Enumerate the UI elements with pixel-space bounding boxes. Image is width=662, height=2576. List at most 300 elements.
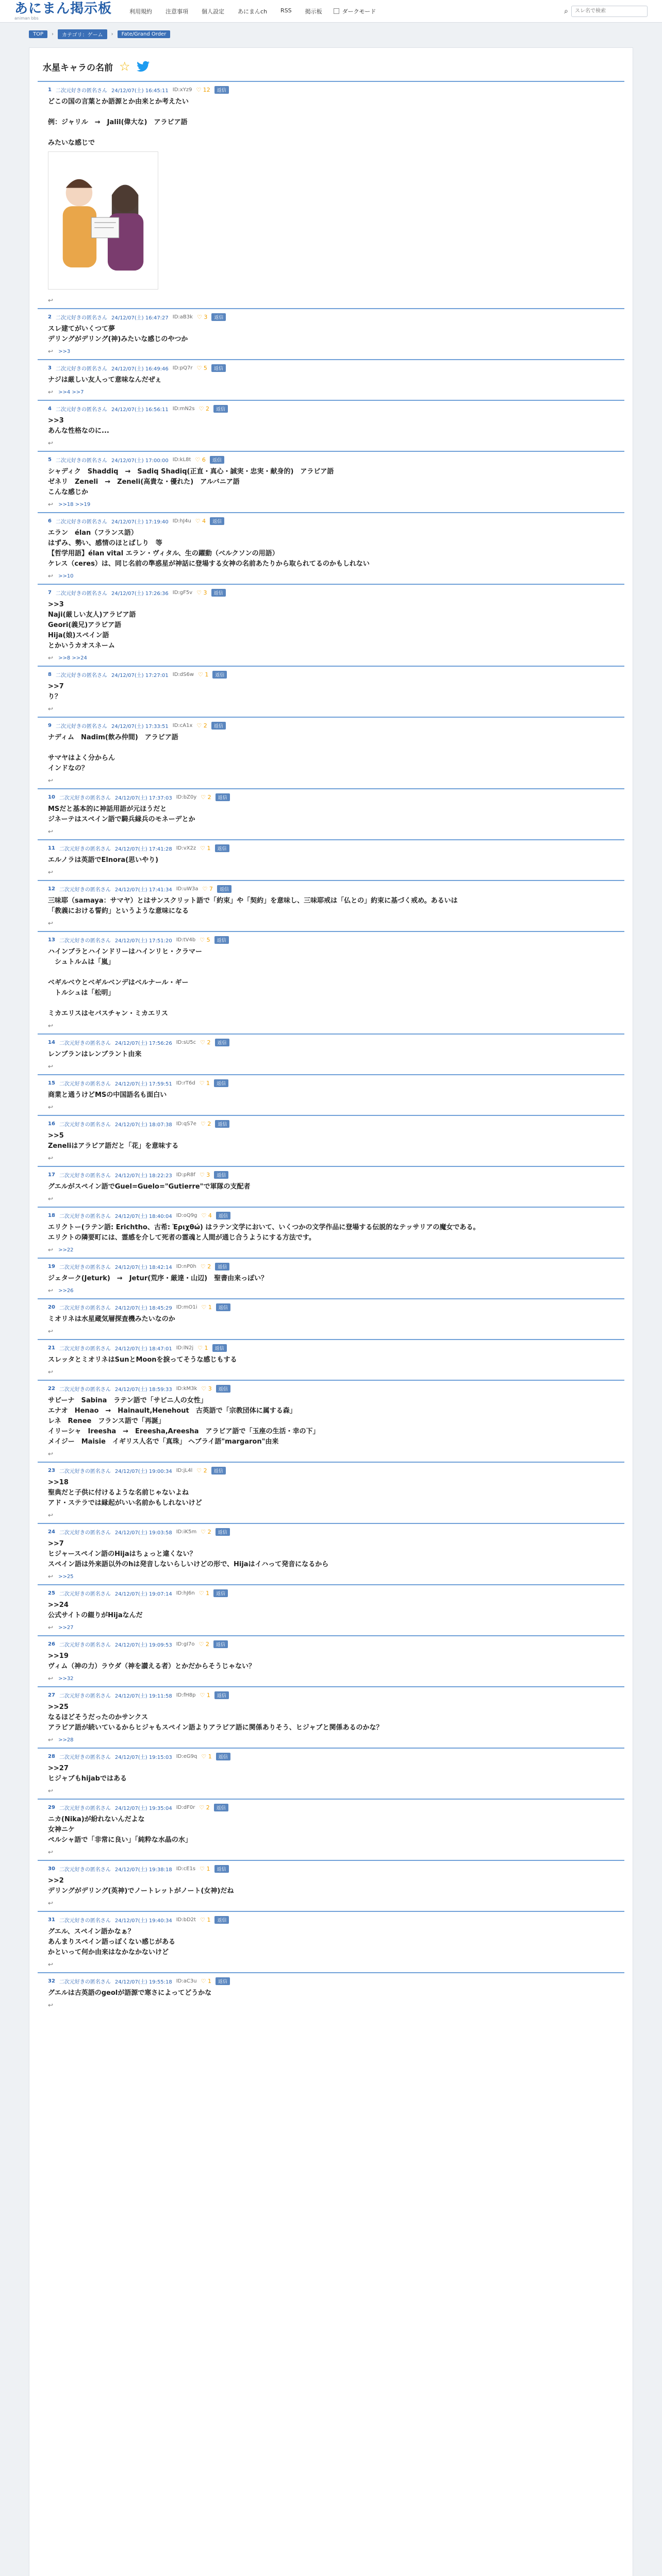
like-button[interactable] — [199, 1641, 209, 1648]
like-count: 1 — [208, 1753, 212, 1760]
reply-button[interactable]: 返信 — [214, 1916, 229, 1924]
post-body: グエル、スペイン語かなぁ？ あんまりスペイン語っぽくない感じがある かといって何か由来はなかなかないけど — [48, 1928, 176, 1956]
heart-icon: ♡ — [201, 1978, 208, 1985]
poster-id: ID:iK5m — [176, 1529, 197, 1535]
post-item — [38, 308, 624, 355]
like-button[interactable] — [199, 1590, 209, 1597]
heart-icon: ♡ — [196, 589, 204, 596]
poster-id: ID:eG9q — [176, 1754, 197, 1759]
post-header — [48, 844, 614, 852]
like-button[interactable] — [200, 1080, 210, 1087]
post-item — [38, 1584, 624, 1631]
like-button[interactable] — [201, 1385, 211, 1392]
like-count: 3 — [203, 589, 207, 596]
heart-icon: ♡ — [202, 886, 209, 892]
post-footer — [48, 1787, 614, 1794]
post-date: 24/12/07(土) 17:51:20 — [114, 938, 172, 944]
like-button[interactable] — [197, 1345, 208, 1351]
post-body: エルノラは英語でElnora(思いやり) — [48, 856, 159, 864]
post-item — [38, 1972, 624, 2009]
reply-button[interactable]: 返信 — [210, 456, 224, 464]
post-number[interactable]: 18 — [48, 1213, 55, 1218]
like-button[interactable] — [196, 87, 210, 93]
post-header — [48, 1865, 614, 1873]
poster-name: 二次元好きの匿名さん — [55, 673, 107, 679]
reply-button[interactable]: 返信 — [214, 1804, 228, 1811]
like-count: 1 — [208, 1304, 212, 1311]
like-count: 2 — [207, 794, 211, 801]
poster-id: ID:cA1x — [172, 723, 193, 728]
poster-id: ID:kL8t — [172, 457, 191, 463]
post-item — [38, 1166, 624, 1202]
like-button[interactable] — [197, 365, 207, 371]
post-number[interactable]: 12 — [48, 886, 55, 892]
post-body: 商業と通うけどMSの中国語名も面白い — [48, 1091, 167, 1099]
reply-arrow-icon: ↩ — [48, 439, 54, 447]
post-date: 24/12/07(土) 18:59:33 — [114, 1387, 172, 1393]
post-header — [48, 456, 614, 464]
reply-button[interactable]: 返信 — [211, 722, 226, 730]
like-button[interactable] — [195, 518, 206, 524]
poster-name: 二次元好きの匿名さん — [59, 1387, 111, 1393]
like-count: 3 — [206, 1172, 210, 1178]
reply-anchor-links[interactable]: >>8 >>24 — [58, 655, 87, 661]
reply-arrow-icon: ↩ — [48, 1573, 54, 1580]
reply-button[interactable]: 返信 — [211, 313, 226, 321]
post-number[interactable]: 10 — [48, 794, 55, 800]
post-item — [38, 451, 624, 508]
post-item — [38, 1686, 624, 1743]
poster-name: 二次元好きの匿名さん — [59, 1867, 111, 1873]
like-count: 1 — [206, 1590, 210, 1597]
post-number[interactable]: 6 — [48, 518, 52, 524]
reply-button[interactable]: 返信 — [216, 1303, 230, 1311]
post-number[interactable]: 8 — [48, 672, 52, 677]
heart-icon: ♡ — [200, 1692, 207, 1699]
post-body: >>2 デリングがデリング(英神)でノートレットがノート(女神)だね — [48, 1877, 234, 1895]
like-button[interactable] — [201, 1212, 211, 1219]
like-count: 1 — [204, 1345, 208, 1351]
reply-button[interactable]: 返信 — [212, 1344, 227, 1352]
like-count: 1 — [206, 1692, 210, 1699]
reply-button[interactable]: 返信 — [212, 671, 227, 679]
post-number[interactable]: 23 — [48, 1468, 55, 1473]
reply-arrow-icon: ↩ — [48, 1961, 54, 1968]
like-button[interactable] — [200, 1172, 210, 1178]
heart-icon: ♡ — [195, 518, 203, 524]
reply-button[interactable]: 返信 — [215, 1120, 229, 1128]
poster-name: 二次元好きの匿名さん — [55, 724, 107, 730]
post-header — [48, 405, 614, 413]
nav-item[interactable]: 注意事項 — [166, 8, 189, 15]
poster-id: ID:qS7e — [176, 1121, 196, 1127]
reply-button[interactable]: 返信 — [217, 885, 231, 893]
post-footer — [48, 1195, 614, 1202]
nav-item[interactable]: RSS — [280, 7, 292, 14]
post-item — [38, 1339, 624, 1376]
reply-button[interactable]: 返信 — [214, 1691, 229, 1699]
post-body: >>7 ヒジャースペイン語のHijaはちょっと違くない？ スペイン語は外来語以外のhは発音しないらしいけどの形で、Hijaはイハって発音になるから — [48, 1540, 329, 1568]
poster-name: 二次元好きの匿名さん — [55, 519, 107, 525]
heart-icon: ♡ — [199, 1804, 206, 1811]
heart-icon: ♡ — [201, 1385, 208, 1392]
heart-icon: ♡ — [196, 1467, 204, 1474]
reply-anchor-links[interactable]: >>4 >>7 — [58, 389, 84, 395]
post-item — [38, 1523, 624, 1580]
reply-arrow-icon: ↩ — [48, 388, 54, 396]
like-button[interactable] — [201, 1753, 211, 1760]
post-number[interactable]: 9 — [48, 723, 52, 728]
post-body: エラン élan（フランス語） はずみ、勢い、感情のほとばしり 等 【哲学用語】élan vital エラン・ヴィタル、生の躍動（ベルクソンの用語） ケレス（ceres）は、同じ名前の準惑星が神話に登場する女神の名前あたりから取られてるのかもしれない — [48, 529, 370, 568]
poster-id: ID:pR8f — [176, 1172, 195, 1178]
post-number[interactable]: 30 — [48, 1866, 55, 1872]
like-button[interactable] — [201, 1529, 211, 1535]
search-area — [564, 6, 648, 17]
post-date: 24/12/07(土) 16:56:11 — [111, 407, 169, 413]
dark-mode-label: ダークモード — [342, 8, 376, 15]
post-header — [48, 936, 614, 944]
post-number[interactable]: 17 — [48, 1172, 55, 1178]
poster-id: ID:mO1i — [176, 1304, 197, 1310]
poster-name: 二次元好きの匿名さん — [59, 1591, 111, 1597]
like-count: 4 — [202, 518, 206, 524]
post-date: 24/12/07(土) 19:09:53 — [114, 1642, 172, 1648]
heart-icon: ♡ — [201, 794, 208, 801]
poster-id: ID:oQ9g — [176, 1213, 197, 1218]
post-header — [48, 1171, 614, 1179]
post-number[interactable]: 4 — [48, 406, 52, 412]
like-button[interactable] — [200, 1039, 210, 1046]
poster-id: ID:pQ7r — [172, 365, 193, 371]
poster-name: 二次元好きの匿名さん — [59, 1265, 111, 1270]
reply-button[interactable]: 返信 — [211, 1467, 226, 1475]
reply-button[interactable]: 返信 — [214, 1171, 228, 1179]
poster-id: ID:tV4b — [176, 937, 196, 943]
post-header — [48, 671, 614, 679]
post-body: >>3 あんな性格なのに... — [48, 417, 109, 435]
reply-button[interactable]: 返信 — [213, 405, 228, 413]
post-body: MSだと基本的に神話用語が元ほうだと ジネーテはスペイン語で騎兵縁兵のモネーデとか — [48, 805, 195, 823]
like-count: 3 — [208, 1385, 212, 1392]
post-number[interactable]: 21 — [48, 1345, 55, 1351]
reply-button[interactable]: 返信 — [213, 1640, 228, 1648]
dark-mode-checkbox[interactable] — [334, 8, 339, 14]
post-footer — [48, 348, 614, 355]
nav-item[interactable]: 利用規約 — [129, 8, 153, 15]
heart-icon: ♡ — [196, 365, 204, 371]
reply-arrow-icon: ↩ — [48, 777, 54, 784]
post-header — [48, 1039, 614, 1046]
post-number[interactable]: 24 — [48, 1529, 55, 1535]
reply-anchor-links[interactable]: >>28 — [58, 1737, 74, 1743]
post-number[interactable]: 2 — [48, 314, 52, 320]
post-header — [48, 1916, 614, 1924]
nav-item[interactable]: 掲示板 — [305, 8, 322, 15]
reply-anchor-links[interactable]: >>32 — [58, 1675, 74, 1682]
post-footer — [48, 572, 614, 580]
reply-arrow-icon: ↩ — [48, 2002, 54, 2009]
reply-anchor-links[interactable]: >>26 — [58, 1287, 74, 1294]
post-item — [38, 880, 624, 927]
post-number[interactable]: 16 — [48, 1121, 55, 1127]
reply-anchor-links[interactable]: >>18 >>19 — [58, 501, 91, 507]
breadcrumb — [0, 23, 662, 45]
poster-id: ID:gF5v — [172, 590, 193, 596]
poster-id: ID:bD2t — [176, 1917, 196, 1923]
post-footer — [48, 1450, 614, 1458]
post-date: 24/12/07(土) 19:03:58 — [114, 1530, 172, 1536]
post-number[interactable]: 5 — [48, 457, 52, 463]
post-number[interactable]: 19 — [48, 1264, 55, 1269]
post-item — [38, 666, 624, 713]
nav-item[interactable]: あにまんch — [238, 8, 268, 15]
reply-anchor-links[interactable]: >>3 — [58, 348, 71, 354]
heart-icon: ♡ — [198, 1590, 206, 1597]
poster-name: 二次元好きの匿名さん — [59, 1918, 111, 1924]
twitter-share-icon[interactable] — [137, 61, 150, 72]
poster-name: 二次元好きの匿名さん — [59, 1642, 111, 1648]
post-date: 24/12/07(土) 18:42:14 — [114, 1265, 172, 1270]
poster-id: ID:rT6d — [176, 1080, 195, 1086]
post-item — [38, 717, 624, 784]
reply-button[interactable]: 返信 — [211, 364, 226, 372]
reply-button[interactable]: 返信 — [215, 844, 229, 852]
like-button[interactable] — [202, 1304, 212, 1311]
heart-icon: ♡ — [200, 1121, 208, 1127]
reply-arrow-icon: ↩ — [48, 1368, 54, 1376]
heart-icon: ♡ — [198, 671, 205, 678]
post-body: 三味耶（samaya：サマヤ）とはサンスクリット語で「約束」や「契約」を意味し、三味耶戒は「仏との」約束に基づく戒め。あるいは 「教義における誓約」というような意味になる — [48, 897, 458, 915]
reply-arrow-icon: ↩ — [48, 501, 54, 508]
poster-id: ID:sU5c — [176, 1040, 196, 1045]
reply-button[interactable]: 返信 — [216, 1385, 230, 1393]
post-item — [38, 788, 624, 835]
breadcrumb-item[interactable]: カテゴリ：ゲーム — [58, 29, 107, 39]
like-count: 2 — [207, 1121, 211, 1127]
post-number[interactable]: 1 — [48, 87, 52, 93]
post-number[interactable]: 3 — [48, 365, 52, 371]
post-header — [48, 364, 614, 372]
dark-mode-toggle[interactable] — [334, 7, 376, 15]
search-icon[interactable]: ⌕ — [564, 7, 568, 15]
post-number[interactable]: 31 — [48, 1917, 55, 1923]
poster-id: ID:aC3u — [176, 1978, 197, 1984]
page-title: 水星キャラの名前 — [43, 62, 113, 73]
post-item — [38, 1860, 624, 1907]
post-item — [38, 1380, 624, 1458]
like-button[interactable] — [201, 1263, 211, 1270]
poster-id: ID:cE1s — [176, 1866, 196, 1872]
like-count: 1 — [207, 845, 211, 852]
breadcrumb-item[interactable]: Fate/Grand Order — [118, 30, 171, 38]
post-number[interactable]: 15 — [48, 1080, 55, 1086]
reply-button[interactable]: 返信 — [211, 589, 226, 597]
thread-card — [29, 47, 633, 2576]
post-footer — [48, 1512, 614, 1519]
reply-button[interactable]: 返信 — [214, 1865, 229, 1873]
poster-id: ID:uW3a — [176, 886, 198, 892]
post-body: >>18 聖典だと子供に付けるような名前じゃないよね アド・ステラでは縁起がいい名前かもしれないけど — [48, 1479, 202, 1507]
reply-arrow-icon: ↩ — [48, 572, 54, 580]
poster-name: 二次元好きの匿名さん — [55, 366, 107, 372]
reply-button[interactable]: 返信 — [213, 1589, 228, 1597]
post-footer — [48, 1961, 614, 1968]
post-header — [48, 1212, 614, 1219]
like-button[interactable] — [198, 671, 208, 678]
like-button[interactable] — [196, 1467, 207, 1474]
post-item — [38, 1207, 624, 1253]
post-date: 24/12/07(土) 18:45:29 — [114, 1306, 172, 1311]
reply-button[interactable]: 返信 — [210, 517, 224, 525]
like-button[interactable] — [200, 937, 210, 943]
post-illustration-image — [48, 151, 158, 290]
site-logo[interactable] — [14, 2, 112, 21]
post-number[interactable]: 7 — [48, 590, 52, 596]
post-date: 24/12/07(土) 18:22:23 — [114, 1173, 172, 1179]
reply-button[interactable]: 返信 — [216, 1212, 230, 1219]
reply-arrow-icon: ↩ — [48, 1287, 54, 1294]
reply-anchor-links[interactable]: >>27 — [58, 1624, 74, 1631]
post-body: スレッタとミオリネはSunとMoonを捩ってそうな感じもする — [48, 1356, 237, 1364]
heart-icon: ♡ — [199, 1172, 207, 1178]
post-date: 24/12/07(土) 17:19:40 — [111, 519, 169, 525]
reply-anchor-links[interactable]: >>10 — [58, 573, 74, 579]
reply-button[interactable]: 返信 — [215, 1039, 229, 1046]
post-number[interactable]: 26 — [48, 1641, 55, 1647]
like-count: 12 — [203, 87, 210, 93]
post-date: 24/12/07(土) 17:41:28 — [114, 846, 172, 852]
reply-button[interactable]: 返信 — [214, 936, 229, 944]
like-button[interactable] — [199, 1804, 209, 1811]
post-date: 24/12/07(土) 19:00:34 — [114, 1469, 172, 1475]
reply-arrow-icon: ↩ — [48, 1195, 54, 1202]
post-header — [48, 1385, 614, 1393]
like-count: 7 — [209, 886, 213, 892]
post-number[interactable]: 14 — [48, 1040, 55, 1045]
post-body: ミオリネは水星蔵気層探査機みたいなのか — [48, 1315, 175, 1323]
post-footer — [48, 1368, 614, 1376]
like-button[interactable] — [199, 405, 209, 412]
poster-name: 二次元好きの匿名さん — [59, 1041, 111, 1046]
reply-button[interactable]: 返信 — [215, 1263, 229, 1270]
like-button[interactable] — [200, 1692, 210, 1699]
favorite-star-icon[interactable]: ☆ — [119, 59, 130, 74]
reply-anchor-links[interactable]: >>25 — [58, 1573, 74, 1580]
poster-name: 二次元好きの匿名さん — [59, 1214, 111, 1219]
reply-anchor-links[interactable]: >>22 — [58, 1247, 74, 1253]
reply-arrow-icon: ↩ — [48, 1450, 54, 1458]
post-item — [38, 1799, 624, 1856]
like-count: 6 — [202, 456, 206, 463]
heart-icon: ♡ — [200, 1039, 207, 1046]
like-button[interactable] — [200, 845, 210, 852]
post-footer — [48, 1573, 614, 1580]
post-number[interactable]: 25 — [48, 1590, 55, 1596]
post-date: 24/12/07(土) 17:27:01 — [111, 673, 169, 679]
poster-id: ID:mN2s — [172, 406, 195, 412]
post-footer — [48, 1328, 614, 1335]
like-button[interactable] — [201, 1978, 211, 1985]
post-item — [38, 1635, 624, 1682]
like-count: 2 — [205, 1641, 209, 1648]
post-number[interactable]: 28 — [48, 1754, 55, 1759]
post-footer — [48, 388, 614, 396]
like-button[interactable] — [201, 1121, 211, 1127]
like-count: 2 — [203, 1467, 207, 1474]
reply-button[interactable]: 返信 — [216, 793, 230, 801]
poster-name: 二次元好きの匿名さん — [59, 938, 111, 944]
like-button[interactable] — [200, 1917, 210, 1923]
post-body: サビーナ Sabina ラテン語で「サビニ人の女性」 エナオ Henao → Hainault,Henehout 古英語で「宗教団体に属する森」 レネ Renee フランス語で「再誕」 イリーシャ Ireesha → Ereesha,Areesha アラビア語で「玉座の生活・幸の下」 メイジー Maisie イギリス人名で「真珠」 ヘブライ語"margaron"由来 — [48, 1397, 320, 1446]
poster-id: ID:kM3k — [176, 1386, 197, 1392]
post-body: >>7 り？ — [48, 683, 64, 701]
logo-subtext: animan bbs — [14, 15, 39, 21]
post-header — [48, 1589, 614, 1597]
like-button[interactable] — [200, 1866, 210, 1872]
like-button[interactable] — [202, 886, 212, 892]
like-count: 4 — [208, 1212, 212, 1219]
like-button[interactable] — [195, 456, 205, 463]
like-count: 2 — [207, 1529, 211, 1535]
reply-button[interactable]: 返信 — [216, 1528, 230, 1536]
post-footer — [48, 501, 614, 508]
poster-name: 二次元好きの匿名さん — [59, 1693, 111, 1699]
like-button[interactable] — [196, 722, 207, 729]
post-body: >>3 Naji(厳しい友人)アラビア語 Geori(義兄)アラビア語 Hija(娘)スペイン語 とかいうカオスネーム — [48, 601, 136, 650]
heart-icon: ♡ — [197, 1345, 205, 1351]
logo-text[interactable]: あにまん掲示板 — [14, 1, 112, 16]
post-header — [48, 1528, 614, 1536]
reply-button[interactable]: 返信 — [214, 1079, 228, 1087]
breadcrumb-item[interactable]: TOP — [29, 30, 47, 38]
reply-arrow-icon: ↩ — [48, 1675, 54, 1682]
like-button[interactable] — [201, 794, 211, 801]
post-number[interactable]: 13 — [48, 937, 55, 943]
like-button[interactable] — [197, 314, 207, 320]
poster-name: 二次元好きの匿名さん — [59, 1306, 111, 1311]
post-number[interactable]: 11 — [48, 845, 55, 851]
post-number[interactable]: 27 — [48, 1692, 55, 1698]
post-footer — [48, 654, 614, 662]
post-item — [38, 931, 624, 1029]
search-input[interactable] — [571, 6, 648, 17]
like-count: 1 — [206, 1866, 210, 1872]
like-button[interactable] — [196, 589, 207, 596]
reply-arrow-icon: ↩ — [48, 1624, 54, 1631]
post-list — [29, 81, 633, 2009]
post-number[interactable]: 22 — [48, 1386, 55, 1392]
reply-button[interactable]: 返信 — [216, 1977, 230, 1985]
post-item — [38, 1033, 624, 1070]
nav-item[interactable]: 個人設定 — [202, 8, 225, 15]
post-header — [48, 517, 614, 525]
heart-icon: ♡ — [201, 1753, 208, 1760]
heart-icon: ♡ — [195, 456, 202, 463]
breadcrumb-separator: › — [111, 31, 113, 37]
post-number[interactable]: 20 — [48, 1304, 55, 1310]
poster-id: ID:xYz9 — [172, 87, 192, 93]
poster-name: 二次元好きの匿名さん — [55, 407, 107, 413]
thread-title-row — [29, 48, 633, 81]
reply-button[interactable]: 返信 — [216, 1753, 230, 1760]
poster-name: 二次元好きの匿名さん — [59, 1081, 111, 1087]
post-number[interactable]: 29 — [48, 1805, 55, 1810]
post-number[interactable]: 32 — [48, 1978, 55, 1984]
reply-button[interactable]: 返信 — [214, 86, 229, 94]
heart-icon: ♡ — [200, 1917, 207, 1923]
post-date: 24/12/07(土) 17:26:36 — [111, 591, 169, 597]
like-count: 2 — [207, 1039, 211, 1046]
